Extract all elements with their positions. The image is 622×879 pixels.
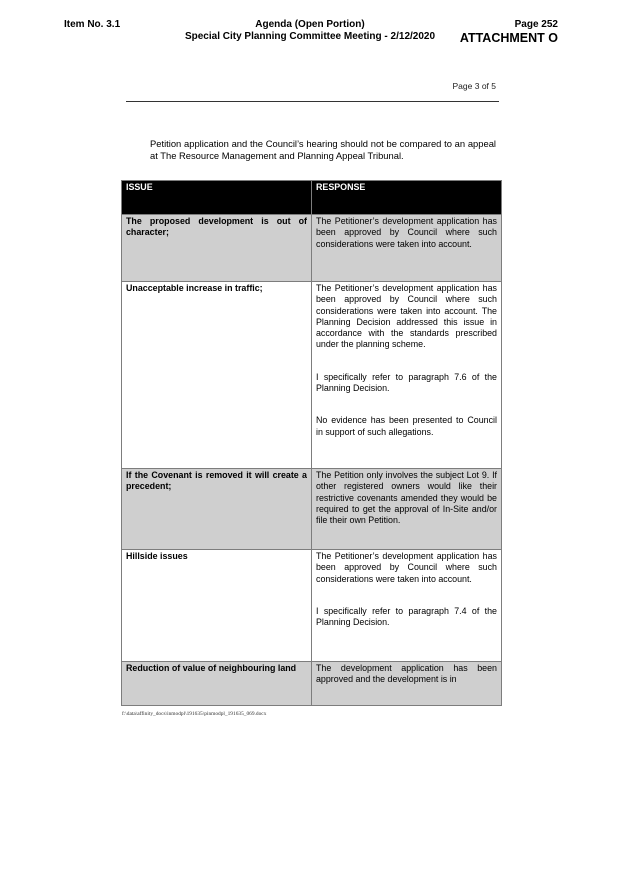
table-row (122, 550, 502, 662)
attachment-label: ATTACHMENT O (459, 31, 558, 45)
response-paragraph: The development application has been approved and the development is in (316, 663, 497, 685)
issue-column-header: ISSUE (122, 181, 312, 215)
response-paragraph: The Petition only involves the subject Lot 9. If other registered owners would like their restrictive covenants amended they would be required to get the approval of In-Site and/or file their own Petition. (316, 470, 497, 526)
response-paragraph: The Petitioner’s development application has been approved by Council where such considerations were taken into account. (316, 216, 497, 249)
footer-file-path: f:\data\affinity_docs\inmodpl\191635\pinmodpl_191635_069.docx (122, 711, 267, 717)
agenda-title: Agenda (Open Portion) (255, 19, 365, 30)
response-cell (312, 550, 502, 662)
table-row (122, 469, 502, 550)
response-cell (312, 469, 502, 550)
response-cell (312, 662, 502, 706)
issue-cell: Unacceptable increase in traffic; (122, 282, 312, 469)
table-row (122, 662, 502, 706)
issue-cell: Hillside issues (122, 550, 312, 662)
meeting-title: Special City Planning Committee Meeting - 2/12/2020 (184, 31, 436, 42)
header-divider (126, 101, 499, 102)
issue-cell: If the Covenant is removed it will create a precedent; (122, 469, 312, 550)
response-paragraph: The Petitioner’s development application has been approved by Council where such considerations were taken into account. The Planning Decision addressed this issue in accordance with the standards prescribed under the planning scheme. (316, 283, 497, 350)
response-paragraph: The Petitioner’s development application has been approved by Council where such considerations were taken into account. (316, 551, 497, 584)
response-cell (312, 282, 502, 469)
agenda-header (160, 19, 460, 43)
response-column-header: RESPONSE (312, 181, 502, 215)
response-cell (312, 215, 502, 282)
page-number: Page 252 (514, 19, 558, 30)
item-number: Item No. 3.1 (64, 19, 121, 30)
table-row (122, 215, 502, 282)
response-paragraph: I specifically refer to paragraph 7.6 of the Planning Decision. (316, 371, 497, 394)
issue-cell: Reduction of value of neighbouring land (122, 662, 312, 706)
table-header-row (122, 181, 502, 215)
table-row (122, 282, 502, 469)
issues-table (121, 180, 502, 706)
page-indicator: Page 3 of 5 (452, 81, 496, 91)
intro-paragraph: Petition application and the Council’s hearing should not be compared to an appeal at The Resource Management and Planning Appeal Tribunal. (150, 138, 496, 161)
response-paragraph: I specifically refer to paragraph 7.4 of the Planning Decision. (316, 605, 497, 628)
issue-cell: The proposed development is out of character; (122, 215, 312, 282)
response-paragraph: No evidence has been presented to Council in support of such allegations. (316, 415, 497, 437)
